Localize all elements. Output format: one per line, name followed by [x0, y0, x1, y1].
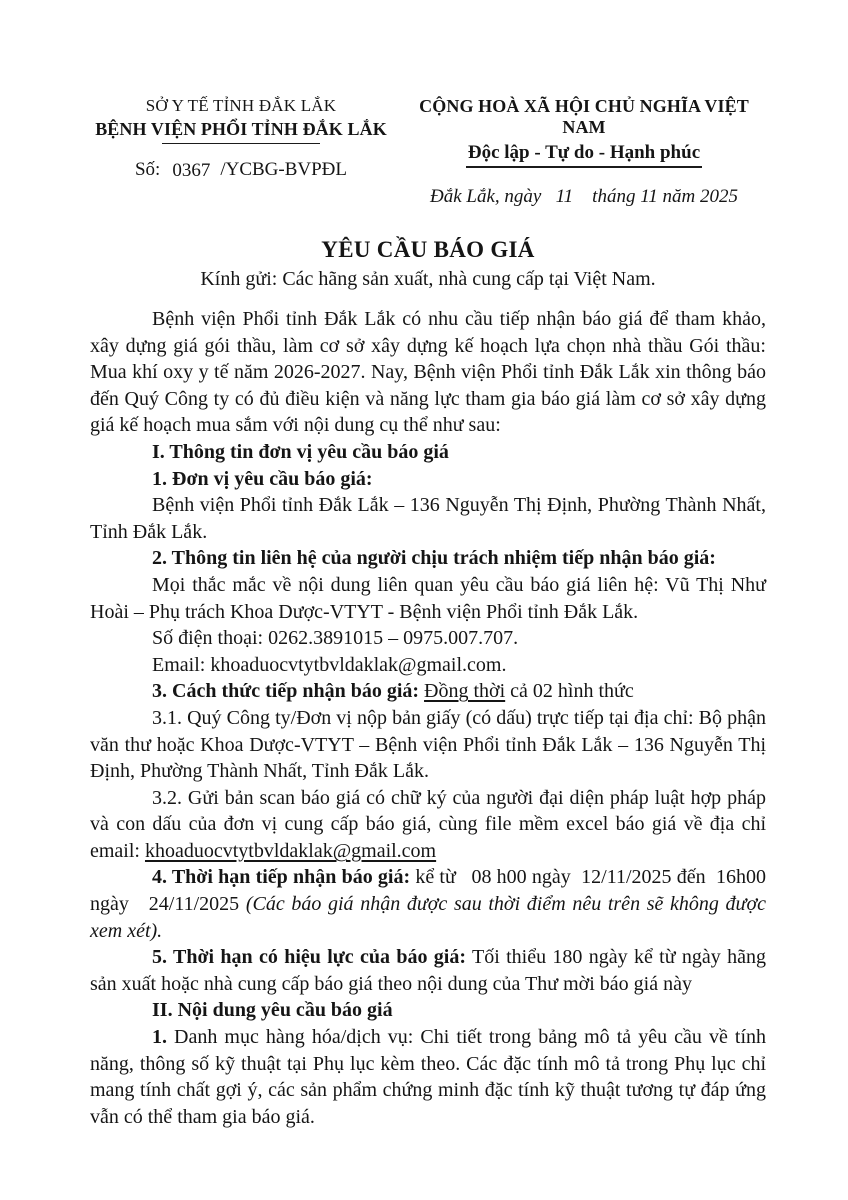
- item5-validity-text: Tối thiểu 180 ngày kể từ ngày hãng sản xuất hoặc nhà cung cấp báo giá theo nội dung của Thư mời báo giá này: [90, 946, 766, 995]
- section1-item1-heading: 1. Đơn vị yêu cầu báo giá:: [152, 467, 373, 490]
- national-motto: Độc lập - Tự do - Hạnh phúc: [466, 142, 702, 168]
- section1-heading: I. Thông tin đơn vị yêu cầu báo giá: [152, 440, 449, 463]
- section2-item1-number: 1.: [152, 1026, 167, 1049]
- section1-item32-paragraph: [90, 785, 766, 865]
- document-number-line: [90, 159, 392, 181]
- section1-item2-body: Mọi thắc mắc về nội dung liên quan yêu cầu báo giá liên hệ: Vũ Thị Như Hoài – Phụ trách Khoa Dược-VTYT - Bệnh viện Phổi tỉnh Đắk Lắk.: [90, 573, 766, 623]
- intro-paragraph: Bệnh viện Phổi tỉnh Đắk Lắk có nhu cầu tiếp nhận báo giá để tham khảo, xây dựng giá gói thầu, làm cơ sở xây dựng kế hoạch lựa chọn nhà thầu Gói thầu: Mua khí oxy y tế năm 2026-2027. Nay, Bệnh viện Phổi tỉnh Đắk Lắk xin thông báo đến Quý Công ty có đủ điều kiện và năng lực tham gia báo giá làm cơ sở xây dựng giá kế hoạch mua sắm với nội dung cụ thể như sau:: [90, 308, 766, 437]
- item32-text: 3.2. Gửi bản scan báo giá có chữ ký của người đại diện pháp luật hợp pháp và con dấu của đơn vị cung cấp báo giá, cùng file mềm excel báo giá về địa chỉ email:: [90, 786, 766, 862]
- item4-deadline-text: kể từ 08 h00 ngày 12/11/2025 đến 16h00 ngày 24/11/2025: [90, 866, 771, 916]
- issuer-underline-rule: [162, 143, 320, 144]
- document-number-label: Số:: [134, 159, 161, 180]
- national-title: CỘNG HOÀ XÃ HỘI CHỦ NGHĨA VIỆT NAM: [419, 96, 749, 137]
- item3-rest-text: cả 02 hình thức: [505, 680, 634, 703]
- document-title: YÊU CẦU BÁO GIÁ: [321, 237, 535, 262]
- document-header: [90, 96, 766, 208]
- item5-heading: 5. Thời hạn có hiệu lực của báo giá:: [152, 946, 466, 969]
- item3-underlined-term: Đồng thời: [424, 680, 506, 703]
- email-line: Email: khoaduocvtytbvldaklak@gmail.com.: [152, 653, 507, 676]
- national-block: [392, 96, 766, 208]
- item32-email-underlined: khoaduocvtytbvldaklak@gmail.com: [144, 839, 437, 862]
- section2-heading: II. Nội dung yêu cầu báo giá: [152, 999, 393, 1022]
- section1-item2-heading: 2. Thông tin liên hệ của người chịu trách nhiệm tiếp nhận báo giá:: [152, 547, 716, 570]
- section1-item4-paragraph: [90, 864, 771, 944]
- section1-item1-body: Bệnh viện Phổi tỉnh Đắk Lắk – 136 Nguyễn Thị Định, Phường Thành Nhất, Tỉnh Đắk Lắk.: [90, 494, 766, 543]
- item4-heading: 4. Thời hạn tiếp nhận báo giá:: [152, 866, 411, 889]
- section1-item31-paragraph: 3.1. Quý Công ty/Đơn vị nộp bản giấy (có dấu) trực tiếp tại địa chỉ: Bộ phận văn thư hoặc Khoa Dược-VTYT – Bệnh viện Phổi tỉnh Đắk Lắk – 136 Nguyễn Thị Định, Phường Thành Nhất, Tỉnh Đắk Lắk.: [90, 706, 766, 783]
- salutation-line: Kính gửi: Các hãng sản xuất, nhà cung cấp tại Việt Nam.: [200, 268, 656, 290]
- item4-note-italic: (Các báo giá nhận được sau thời điểm nêu trên sẽ không được xem xét).: [90, 893, 766, 942]
- section1-item5-paragraph: [90, 944, 766, 997]
- document-number-suffix: /YCBG-BVPĐL: [220, 159, 348, 180]
- issuer-block: [90, 96, 392, 181]
- place-date-line: Đắk Lắk, ngày 11 tháng 11 năm 2025: [429, 186, 739, 207]
- issuer-department: SỞ Y TẾ TỈNH ĐẮK LẮK: [145, 96, 337, 115]
- phone-line: Số điện thoại: 0262.3891015 – 0975.007.707.: [152, 627, 519, 650]
- section2-item1-paragraph: [90, 1024, 766, 1130]
- document-number-value: 0367: [172, 160, 211, 181]
- section1-item3-paragraph: [90, 678, 766, 705]
- item3-heading: 3. Cách thức tiếp nhận báo giá:: [152, 680, 420, 703]
- section2-item1-text: Danh mục hàng hóa/dịch vụ: Chi tiết trong bảng mô tả yêu cầu về tính năng, thông số kỹ thuật tại Phụ lục kèm theo. Các đặc tính mô tả trong Phụ lục chỉ mang tính chất gợi ý, các sản phẩm chứng minh đặc tính kỹ thuật tương tự đáp ứng vẫn có thể tham gia báo giá.: [90, 1026, 766, 1128]
- issuer-hospital-name: BỆNH VIỆN PHỔI TỈNH ĐẮK LẮK: [95, 119, 387, 139]
